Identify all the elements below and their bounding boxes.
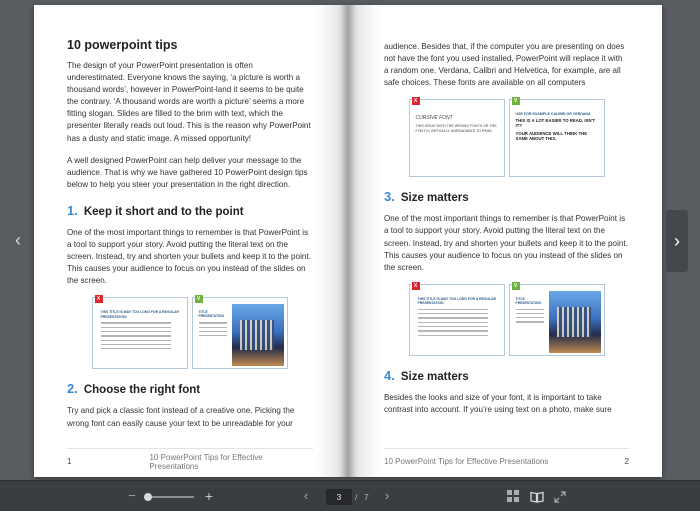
right-page-content [384,41,629,426]
left-page[interactable] [34,5,348,477]
check-icon: V [512,97,520,105]
readable-text-1: THIS IS A LOT EASIER TO READ, ISN'T IT? [515,117,596,128]
zoom-out-button[interactable]: − [128,488,136,503]
section-title: Size matters [400,192,469,205]
bad-slide-example [409,284,505,356]
slide-bullet-lines [199,322,227,339]
cross-icon: X [412,97,420,105]
font-advice-label: USE FOR EXAMPLE CALIBRI OR VERDANA [515,112,591,117]
building-photo [549,291,601,353]
section-number: 2. [67,381,78,397]
book-view-icon[interactable] [530,490,544,502]
script-font-sample: CURSIVE FONT [415,115,453,122]
page-number: 1 [67,457,72,466]
slide-text [416,116,500,133]
section-3-text: One of the most important things to remember is that PowerPoint is a tool to support your story. Avoid putting the literal text on the screen. Instead, try and shorten your bullets and keep it to the point. This causes your audience to focus on you instead of the slides on the screen. [384,214,628,272]
chevron-left-icon: ‹ [15,229,21,250]
continued-paragraph: audience. Besides that, if the computer you are presenting on does not have the font you used installed, PowerPoint will replace it with a random one. Verdana, Calibri and Helvetica, for example, are all safe choices. These fonts are available on all computers [384,42,625,88]
page-title: 10 powerpoint tips [67,38,178,52]
fullscreen-icon[interactable] [554,490,566,502]
section-heading-4 [384,368,629,383]
slide-text-lines [418,309,488,339]
readable-text-2: YOUR AUDIENCE WILL THINK THE SAME ABOUT THIS. [515,131,588,141]
section-4-text: Besides the looks and size of your font, it is important to take contrast into account. If you’re using text on a photo, make sure [384,392,612,414]
check-icon: V [512,282,520,290]
cross-icon: X [95,295,103,303]
previous-page-button[interactable]: ‹ [303,488,309,503]
intro-paragraph-1: The design of your PowerPoint presentation is often underestimated. Everyone knows the saying, ‘a picture is worth a thousand words’, however in PowerPoint-land it seems to be quite the contrary. ‘A thousand words are worth a picture’ seems a more fitting slogan. Slides are filled to the brim with text, which the presenter literally reads out loud. This is the reason why PowerPoint has a dusty and static image. A missed opportunity! [67,61,311,143]
section-heading-2 [67,381,312,396]
left-page-content [67,38,312,440]
slide-title: TITLE PRESENTATION [198,310,224,319]
section-1-text: One of the most important things to remember is that PowerPoint is a tool to support your story. Avoid putting the literal text on the screen. Instead, try and shorten your bullets and keep it to the point. This causes your audience to focus on you instead of the slides on the screen. [67,227,311,286]
viewer-toolbar [0,480,700,511]
thumbnails-grid-icon[interactable] [507,490,519,502]
font-example-slides [384,99,629,177]
section-heading-1 [67,203,312,218]
building-photo [232,304,284,366]
right-page[interactable] [348,5,662,477]
open-book [34,5,662,477]
slide-title: THIS TITLE IS WAY TOO LONG FOR A REGULAR PRESENTATION [100,310,179,319]
footer-title: 10 PowerPoint Tips for Effective Presentations [384,457,549,466]
check-icon: V [195,295,203,303]
slide-title: THIS TITLE IS WAY TOO LONG FOR A REGULAR PRESENTATION [417,296,496,306]
section-heading-3 [384,189,629,204]
bad-slide-example [92,297,188,369]
cross-icon: X [412,282,420,290]
unreadable-text: THIS ISSUE WITH THE WRONG FONTS OR THE FONT IS VIRTUALLY UNREADABLE TO READ [415,123,497,133]
section-title: Size matters [400,370,469,383]
page-separator: / [355,492,358,502]
section-number: 3. [384,189,395,205]
chevron-right-icon: › [674,230,680,251]
next-page-button[interactable] [666,210,688,272]
good-slide-example [509,284,605,356]
section-2-text: Try and pick a classic font instead of a creative one. Picking the wrong font can easily cause your text to be unreadable for your [67,406,295,428]
total-pages: 7 [364,492,369,502]
slide-text [516,112,600,145]
page-footer [384,448,629,470]
intro-paragraph-2: A well designed PowerPoint can help deliver your message to the audience. That is why we have gathered 10 PowerPoint design tips below to help you steer your presentation in the right direction. [67,155,308,189]
footer-title: 10 PowerPoint Tips for Effective Presentations [149,452,263,471]
slide-title: TITLE PRESENTATION [515,296,541,305]
page-number-input[interactable]: 3 [326,489,352,505]
section-number: 1. [67,202,78,218]
next-page-button[interactable]: › [384,488,390,503]
slide-text-lines [101,322,171,352]
section-title: Keep it short and to the point [83,205,244,218]
zoom-in-button[interactable]: + [204,488,214,504]
slide-bullet-lines [516,309,544,326]
page-number: 2 [624,457,629,466]
bad-font-slide [409,99,505,177]
section-title: Choose the right font [83,384,201,397]
page-footer [67,448,313,470]
good-slide-example [192,297,288,369]
size-example-slides [384,284,629,356]
example-slides [67,297,312,369]
zoom-slider-handle[interactable] [144,493,152,501]
good-font-slide [509,99,605,177]
previous-page-arrow[interactable] [8,228,28,252]
section-number: 4. [384,367,395,383]
zoom-slider-track[interactable] [148,496,194,498]
